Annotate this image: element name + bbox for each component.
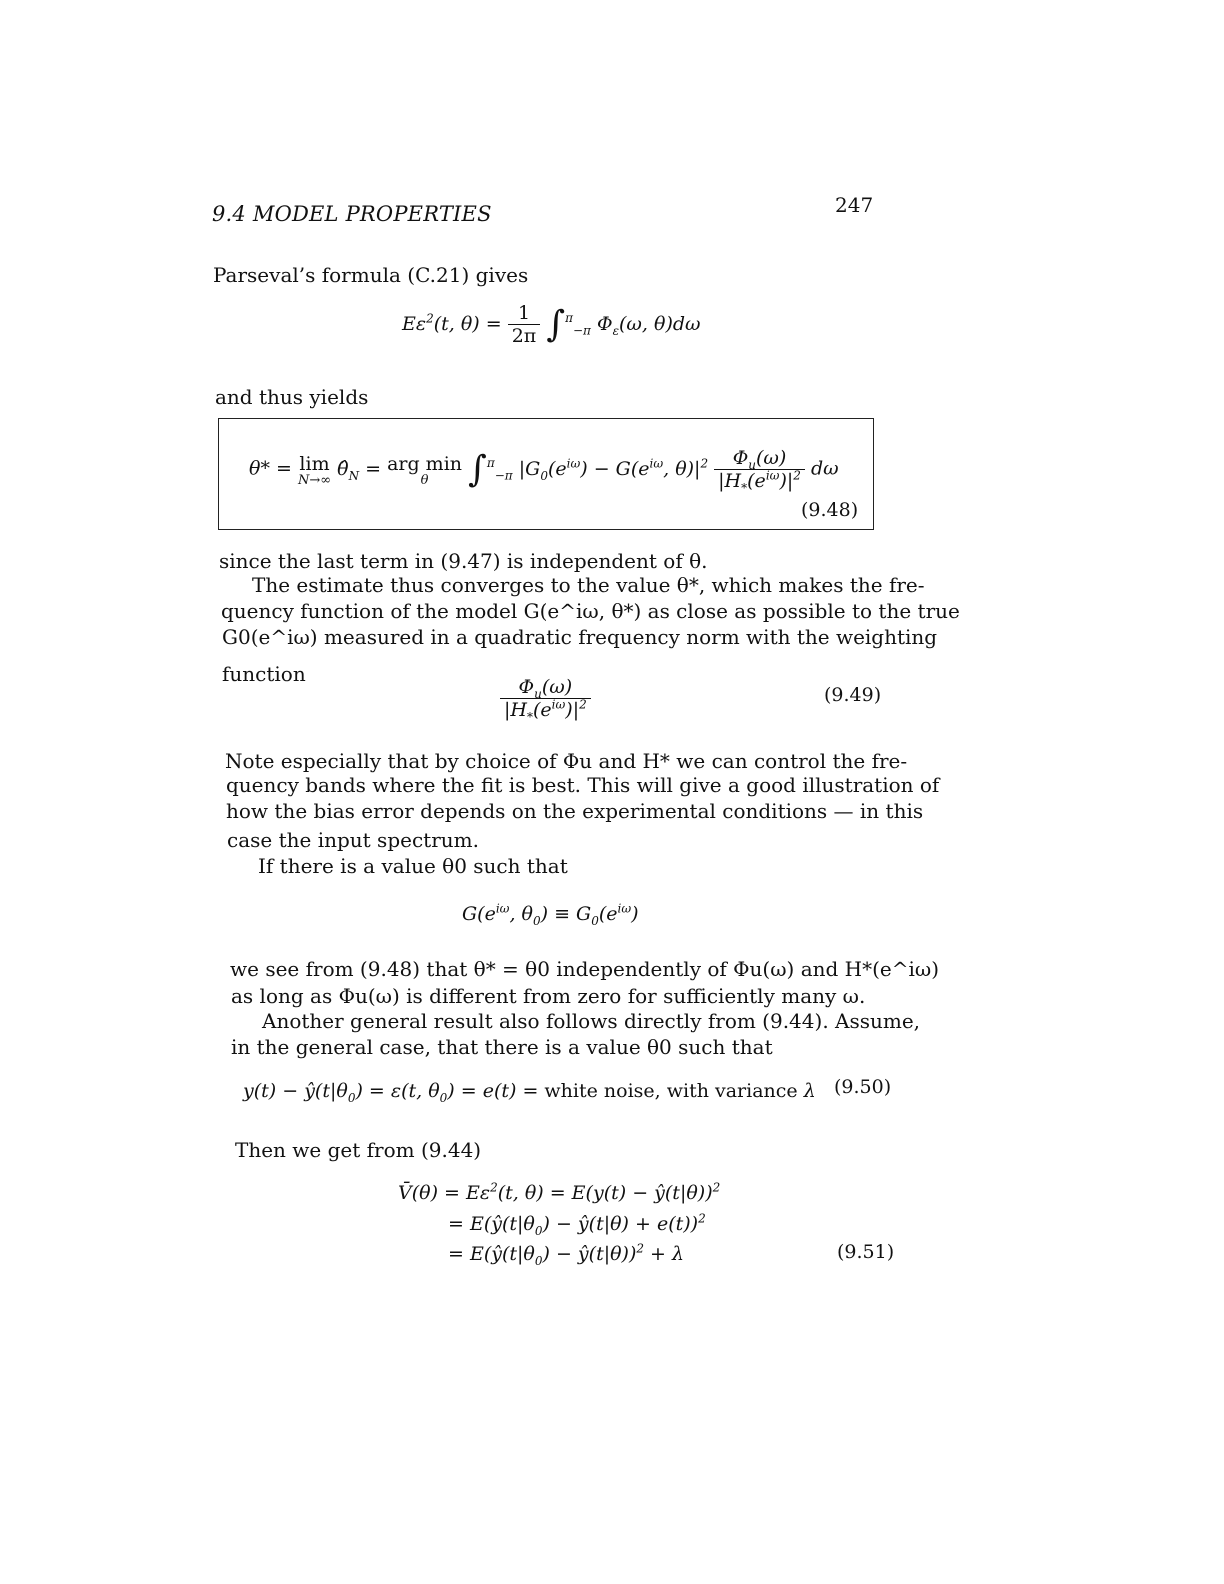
paragraph-we-see-line2: as long as Φu(ω) is different from zero for sufficiently many ω.: [231, 984, 866, 1008]
equation-label-9-51: (9.51): [837, 1241, 895, 1263]
section-header: 9.4 MODEL PROPERTIES: [212, 202, 492, 226]
paragraph-another-line1: Another general result also follows directly from (9.44). Assume,: [262, 1009, 921, 1033]
equation-9-48: θ* = lim N→∞ $\thetâ_N$ = arg min θ ∫$^\pi_{-\pi}$ $|G_0(e^{i\omega}) - G(e^{i\omega}$, $\theta)|^2$ $\frac{\Phi_u(\omega)}{|H_*(e^{i\omega})|^2}$ dω: [249, 447, 839, 495]
paragraph-parseval-intro: Parseval’s formula (C.21) gives: [213, 263, 529, 287]
equation-9-51-line1: V̄(θ) = $E\varepsilon^2(t$, θ) = E(y(t) − ŷ(t|θ))$^2$: [398, 1180, 721, 1204]
equation-label-9-48: (9.48): [801, 499, 859, 521]
paragraph-another-line2: in the general case, that there is a value θ0 such that: [231, 1035, 773, 1059]
paragraph-estimate-line2: quency function of the model G(e^iω, θ*) as close as possible to the true: [221, 599, 960, 623]
paragraph-last-term: since the last term in (9.47) is independent of θ.: [219, 549, 708, 573]
paragraph-estimate-line4: function: [222, 662, 306, 686]
paragraph-note-line4: case the input spectrum.: [227, 828, 479, 852]
equation-parseval: $E\varepsilon^2(t$, θ) = $\frac{1}{2\pi}$ ∫$^\pi_{-\pi}$ $\Phi_\varepsilon(\omega$, θ)dω: [402, 302, 701, 347]
equation-9-50: $y(t) - ŷ(t|\theta_0) = \varepsilon(t$, $\theta_0) = e(t)$ = white noise, with variance λ: [243, 1080, 816, 1105]
equation-equivalence: $G(e^{i\omega}$, $\theta_0) \equiv G_0(e^{i\omega})$: [462, 901, 639, 928]
paragraph-note-line1: Note especially that by choice of Φu and H* we can control the fre-: [225, 749, 908, 773]
paragraph-estimate-line3: G0(e^iω) measured in a quadratic frequency norm with the weighting: [222, 625, 938, 649]
paragraph-estimate-line1: The estimate thus converges to the value θ*, which makes the fre-: [252, 573, 925, 597]
paragraph-we-see-line1: we see from (9.48) that θ* = θ0 independently of Φu(ω) and H*(e^iω): [230, 957, 940, 981]
paragraph-note-line2: quency bands where the fit is best. This will give a good illustration of: [226, 773, 940, 797]
paragraph-if-there-is: If there is a value θ0 such that: [258, 854, 568, 878]
paragraph-then-we-get: Then we get from (9.44): [235, 1138, 482, 1162]
page-number: 247: [835, 193, 874, 217]
equation-box-9-48: [218, 418, 874, 530]
equation-label-9-50: (9.50): [834, 1076, 892, 1098]
paragraph-thus-yields: and thus yields: [215, 385, 369, 409]
equation-9-51-line2: = $E(ŷ(t|\theta_0)$ − ŷ(t|θ) + e(t))$^2$: [448, 1211, 706, 1238]
equation-9-51-line3: = $E(ŷ(t|\theta_0)$ − ŷ(t|θ))$^2$ + λ: [448, 1241, 685, 1268]
paragraph-note-line3: how the bias error depends on the experimental conditions — in this: [226, 799, 924, 823]
equation-label-9-49: (9.49): [824, 684, 882, 706]
equation-9-49: $\frac{\Phi_u(\omega)}{|H_*(e^{i\omega})|^2}$: [500, 676, 591, 721]
